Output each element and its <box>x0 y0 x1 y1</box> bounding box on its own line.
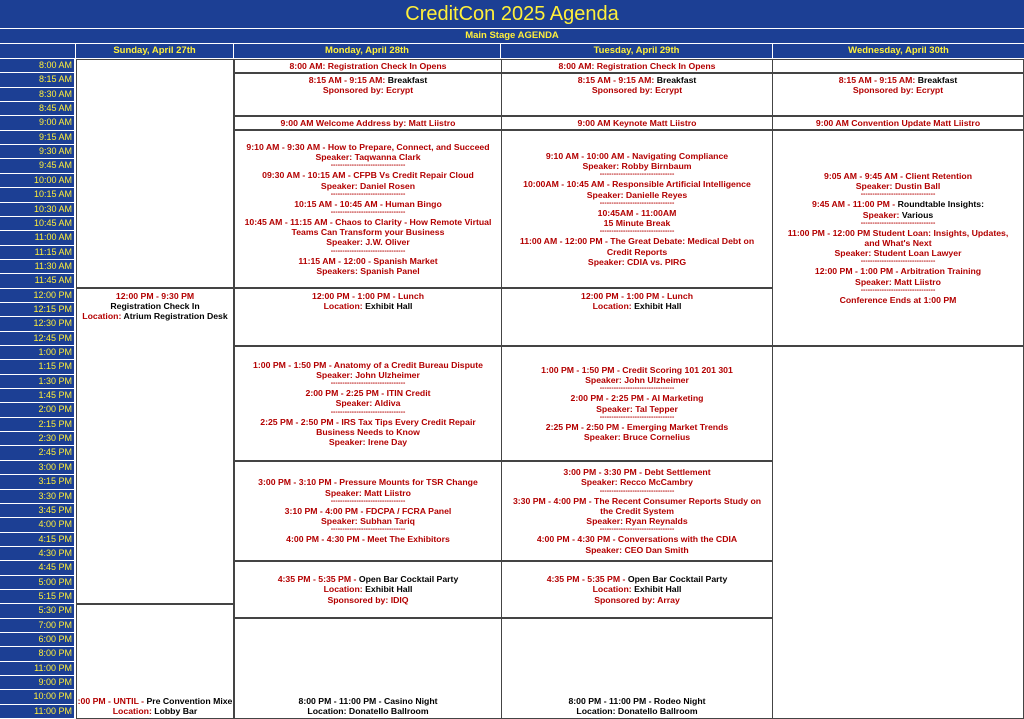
wednesday-conference-end: Conference Ends at 1:00 PM <box>839 294 957 305</box>
tuesday-bar-time: 4:35 PM - 5:35 PM - <box>546 574 626 585</box>
session-title: 3:00 PM - 3:30 PM - Debt Settlement <box>563 467 711 478</box>
monday-checkin: 8:00 AM: Registration Check In Opens <box>234 59 502 73</box>
wednesday-empty-afternoon <box>772 346 1024 719</box>
time-slot: 12:00 PM <box>0 289 74 302</box>
wednesday-breakfast-time: 8:15 AM - 9:15 AM: <box>838 75 916 85</box>
time-slot: 1:30 PM <box>0 375 74 388</box>
time-slot: 11:30 AM <box>0 260 74 273</box>
session-title: 2:25 PM - 2:50 PM - IRS Tax Tips Every Credit Repair Business Needs to Know <box>260 416 476 437</box>
separator: -------------------------------- <box>599 385 675 393</box>
monday-bar-sponsor: IDIQ <box>390 594 409 605</box>
tuesday-breakfast-time: 8:15 AM - 9:15 AM: <box>577 75 655 85</box>
session-title: 3:30 PM - 4:00 PM - The Recent Consumer Reports Study on the Credit System <box>512 495 762 516</box>
tuesday-morning-sessions <box>501 130 773 288</box>
sunday-empty-morning <box>76 59 234 288</box>
day-header-sunday: Sunday, April 27th <box>76 44 233 58</box>
separator: -------------------------------- <box>330 380 406 388</box>
session-speaker: Speaker: John Ulzheimer <box>316 369 420 380</box>
time-slot: 7:00 PM <box>0 619 74 632</box>
time-slot: 4:00 PM <box>0 518 74 531</box>
sunday-mixer-time: :00 PM - UNTIL <box>77 695 139 706</box>
separator: -------------------------------- <box>599 413 675 421</box>
session-speaker: Speaker: CDIA vs. PIRG <box>587 256 687 267</box>
session-speaker: Speakers: Spanish Panel <box>316 265 420 276</box>
time-slot: 2:00 PM <box>0 403 74 416</box>
session-title: 2:25 PM - 2:50 PM - Emerging Market Trends <box>545 421 729 432</box>
page-subtitle: Main Stage AGENDA <box>0 29 1024 43</box>
sunday-mixer-location: Lobby Bar <box>154 705 198 716</box>
sunday-reg-title: Registration Check In <box>110 301 200 312</box>
time-slot: 11:00 PM <box>0 705 74 718</box>
time-slot: 4:45 PM <box>0 561 74 574</box>
session-title: 10:00AM - 10:45 AM - Responsible Artificial Intelligence <box>523 179 751 190</box>
tuesday-bar-location: Exhibit Hall <box>634 584 682 595</box>
tuesday-afternoon-sessions-2 <box>501 461 773 561</box>
tuesday-night-title: 8:00 PM - 11:00 PM - Rodeo Night <box>568 695 706 706</box>
day-header-wednesday: Wednesday, April 30th <box>773 44 1024 58</box>
separator: -------------------------------- <box>330 209 406 216</box>
tuesday-lunch-title: 12:00 PM - 1:00 PM - Lunch <box>581 291 693 301</box>
tuesday-cocktail <box>501 561 773 618</box>
time-slot: 3:45 PM <box>0 504 74 517</box>
time-slot: 3:00 PM <box>0 461 74 474</box>
day-header-monday: Monday, April 28th <box>234 44 500 58</box>
wednesday-session-1-speaker: Speaker: Dustin Ball <box>855 181 941 192</box>
corner-header <box>0 44 75 58</box>
time-slot: 12:15 PM <box>0 303 74 316</box>
session-title: 9:10 AM - 10:00 AM - Navigating Compliance <box>545 151 729 162</box>
wednesday-session-2-speaker-label: Speaker: <box>862 209 900 220</box>
separator: -------------------------------- <box>599 199 675 207</box>
monday-night-location: Location: Donatello Ballroom <box>307 705 429 716</box>
sunday-mixer: :00 PM - UNTIL - Pre Convention Mixe Location: Lobby Bar <box>76 604 234 719</box>
separator: -------------------------------- <box>330 408 406 416</box>
monday-lunch-location: Exhibit Hall <box>365 301 413 312</box>
page-title: CreditCon 2025 Agenda <box>0 0 1024 28</box>
sunday-reg-location-label: Location: <box>82 311 122 322</box>
session-speaker: Speaker: CEO Dan Smith <box>585 544 689 555</box>
session-speaker: Speaker: Matt Liistro <box>325 487 411 498</box>
tuesday-keynote: 9:00 AM Keynote Matt Liistro <box>501 116 773 130</box>
tuesday-lunch <box>501 288 773 346</box>
session-title: 10:45AM - 11:00AM <box>597 207 677 218</box>
session-speaker: Speaker: Daniel Rosen <box>320 180 416 191</box>
time-slot: 8:00 AM <box>0 59 74 72</box>
tuesday-night-location: Location: Donatello Ballroom <box>576 705 698 716</box>
session-title: 09:30 AM - 10:15 AM - CFPB Vs Credit Repair Cloud <box>262 170 474 181</box>
monday-lunch-title: 12:00 PM - 1:00 PM - Lunch <box>312 291 424 301</box>
session-title: 10:15 AM - 10:45 AM - Human Bingo <box>294 198 442 209</box>
time-slot: 12:30 PM <box>0 317 74 330</box>
monday-bar-location-label: Location: <box>323 584 363 595</box>
wednesday-session-4-speaker: Speaker: Matt Liistro <box>855 276 941 287</box>
time-slot: 10:15 AM <box>0 188 74 201</box>
time-slot: 3:30 PM <box>0 490 74 503</box>
separator: -------------------------------- <box>330 162 406 170</box>
time-slot: 9:15 AM <box>0 131 74 144</box>
wednesday-sessions <box>772 130 1024 346</box>
monday-breakfast-title: Breakfast <box>387 75 428 85</box>
wednesday-empty-checkin <box>772 59 1024 73</box>
session-speaker: Speaker: Subhan Tariq <box>321 516 415 527</box>
monday-bar-location: Exhibit Hall <box>365 584 413 595</box>
time-slot: 1:45 PM <box>0 389 74 402</box>
wednesday-session-2-title: Roundtable Insights: <box>897 199 984 210</box>
time-slot: 6:00 PM <box>0 633 74 646</box>
time-slot: 3:15 PM <box>0 475 74 488</box>
separator: -------------------------------- <box>599 487 675 495</box>
time-slot: 10:00 PM <box>0 690 74 703</box>
time-slot: 1:15 PM <box>0 360 74 373</box>
monday-afternoon-sessions-2 <box>234 461 502 561</box>
wednesday-session-2-speaker: Various <box>901 209 934 220</box>
session-speaker: Speaker: Recco McCambry <box>580 477 694 488</box>
session-title: 10:45 AM - 11:15 AM - Chaos to Clarity - How Remote Virtual Teams Can Transform your Business <box>244 217 492 238</box>
time-slot: 8:00 PM <box>0 647 74 660</box>
time-slot: 9:00 PM <box>0 676 74 689</box>
time-slot: 11:15 AM <box>0 246 74 259</box>
wednesday-session-3-title: 11:00 PM - 12:00 PM Student Loan: Insights, Updates, and What's Next <box>787 227 1009 248</box>
wednesday-session-4-title: 12:00 PM - 1:00 PM - Arbitration Training <box>814 266 982 277</box>
session-title: 4:00 PM - 4:30 PM - Meet The Exhibitors <box>286 534 450 545</box>
session-speaker: Speaker: Taqwanna Clark <box>315 152 421 163</box>
wednesday-session-3-speaker: Speaker: Student Loan Lawyer <box>834 248 962 259</box>
session-speaker: Speaker: Ryan Reynalds <box>586 516 688 527</box>
monday-breakfast <box>234 73 502 116</box>
sunday-reg-location: Atrium Registration Desk <box>123 311 228 322</box>
time-slot: 5:00 PM <box>0 576 74 589</box>
monday-night-title: 8:00 PM - 11:00 PM - Casino Night <box>298 695 438 706</box>
day-header-tuesday: Tuesday, April 29th <box>501 44 772 58</box>
tuesday-lunch-location: Exhibit Hall <box>634 301 682 312</box>
session-speaker: Speaker: Danielle Reyes <box>586 189 688 200</box>
time-slot: 9:30 AM <box>0 145 74 158</box>
time-slot: 8:45 AM <box>0 102 74 115</box>
tuesday-breakfast-title: Breakfast <box>656 75 697 85</box>
session-speaker: 15 Minute Break <box>603 218 671 229</box>
wednesday-breakfast <box>772 73 1024 116</box>
monday-night <box>234 618 502 719</box>
time-slot: 2:45 PM <box>0 446 74 459</box>
sunday-reg-time: 12:00 PM - 9:30 PM <box>115 291 195 301</box>
wednesday-session-1-title: 9:05 AM - 9:45 AM - Client Retention <box>823 170 973 181</box>
session-speaker: Speaker: John Ulzheimer <box>585 375 689 386</box>
tuesday-lunch-location-label: Location: <box>592 301 632 312</box>
tuesday-night <box>501 618 773 719</box>
session-speaker: Speaker: Aldiva <box>335 398 401 409</box>
time-slot: 10:45 AM <box>0 217 74 230</box>
time-slot: 11:00 PM <box>0 662 74 675</box>
time-slot: 11:45 AM <box>0 274 74 287</box>
separator: -------------------------------- <box>599 526 675 534</box>
session-speaker: Speaker: Bruce Cornelius <box>583 431 691 442</box>
time-slot: 10:30 AM <box>0 203 74 216</box>
separator: -------------------------------- <box>860 258 936 266</box>
time-slot: 9:45 AM <box>0 159 74 172</box>
time-slot: 11:00 AM <box>0 231 74 244</box>
separator: -------------------------------- <box>330 190 406 198</box>
separator: -------------------------------- <box>599 171 675 179</box>
time-slot: 10:00 AM <box>0 174 74 187</box>
separator: -------------------------------- <box>330 247 406 255</box>
session-title: 9:10 AM - 9:30 AM - How to Prepare, Connect, and Succeed <box>246 141 490 152</box>
monday-bar-sponsor-label: Sponsored by: <box>327 594 389 605</box>
wednesday-breakfast-sponsor: Sponsored by: Ecrypt <box>852 85 944 96</box>
session-speaker: Speaker: Robby Birnbaum <box>582 161 692 172</box>
session-title: 2:00 PM - 2:25 PM - AI Marketing <box>570 393 704 404</box>
time-slot: 8:15 AM <box>0 73 74 86</box>
monday-afternoon-sessions-1 <box>234 346 502 461</box>
monday-bar-time: 4:35 PM - 5:35 PM - <box>277 574 357 585</box>
tuesday-breakfast-sponsor: Sponsored by: Ecrypt <box>591 85 683 96</box>
monday-cocktail <box>234 561 502 618</box>
tuesday-bar-sponsor-label: Sponsored by: <box>594 594 656 605</box>
session-title: 3:00 PM - 3:10 PM - Pressure Mounts for TSR Change <box>258 477 478 488</box>
session-title: 2:00 PM - 2:25 PM - ITIN Credit <box>305 388 431 399</box>
session-speaker: Speaker: J.W. Oliver <box>326 237 410 248</box>
session-title: 4:00 PM - 4:30 PM - Conversations with the CDIA <box>536 534 738 545</box>
time-slot: 4:30 PM <box>0 547 74 560</box>
wednesday-session-2-time: 9:45 AM - 11:00 PM - <box>811 199 896 210</box>
session-title: 1:00 PM - 1:50 PM - Anatomy of a Credit Bureau Dispute <box>253 359 483 370</box>
session-title: 11:15 AM - 12:00 - Spanish Market <box>298 255 438 266</box>
time-slot: 2:30 PM <box>0 432 74 445</box>
session-title: 11:00 AM - 12:00 PM - The Great Debate: Medical Debt on Credit Reports <box>519 236 755 257</box>
tuesday-bar-location-label: Location: <box>592 584 632 595</box>
monday-bar-title: Open Bar Cocktail Party <box>358 574 459 585</box>
tuesday-bar-sponsor: Array <box>657 594 680 605</box>
tuesday-checkin: 8:00 AM: Registration Check In Opens <box>501 59 773 73</box>
monday-breakfast-sponsor: Sponsored by: Ecrypt <box>322 85 414 96</box>
separator: -------------------------------- <box>330 497 406 505</box>
time-slot: 1:00 PM <box>0 346 74 359</box>
session-speaker: Speaker: Tal Tepper <box>596 403 678 414</box>
wednesday-update: 9:00 AM Convention Update Matt Liistro <box>772 116 1024 130</box>
separator: -------------------------------- <box>330 526 406 534</box>
tuesday-afternoon-sessions-1 <box>501 346 773 461</box>
session-speaker: Speaker: Irene Day <box>328 437 408 447</box>
time-slot: 12:45 PM <box>0 332 74 345</box>
separator: -------------------------------- <box>860 219 936 227</box>
sunday-mixer-location-label: Location: <box>112 705 152 716</box>
session-title: 3:10 PM - 4:00 PM - FDCPA / FCRA Panel <box>284 505 452 516</box>
monday-lunch <box>234 288 502 346</box>
time-slot: 9:00 AM <box>0 116 74 129</box>
sunday-registration <box>76 288 234 604</box>
session-title: 1:00 PM - 1:50 PM - Credit Scoring 101 201 301 <box>541 364 733 375</box>
tuesday-bar-title: Open Bar Cocktail Party <box>627 574 728 585</box>
separator: -------------------------------- <box>599 228 675 236</box>
time-slot: 4:15 PM <box>0 533 74 546</box>
time-slot: 5:15 PM <box>0 590 74 603</box>
time-slot: 2:15 PM <box>0 418 74 431</box>
time-slot: 8:30 AM <box>0 88 74 101</box>
monday-lunch-location-label: Location: <box>323 301 363 312</box>
monday-breakfast-time: 8:15 AM - 9:15 AM: <box>308 75 386 85</box>
separator: -------------------------------- <box>860 286 936 294</box>
time-slot: 5:30 PM <box>0 604 74 617</box>
monday-morning-sessions <box>234 130 502 288</box>
separator: -------------------------------- <box>860 191 936 199</box>
monday-welcome: 9:00 AM Welcome Address by: Matt Liistro <box>234 116 502 130</box>
tuesday-breakfast <box>501 73 773 116</box>
wednesday-breakfast-title: Breakfast <box>917 75 958 85</box>
sunday-mixer-title: Pre Convention Mixe <box>146 695 233 706</box>
